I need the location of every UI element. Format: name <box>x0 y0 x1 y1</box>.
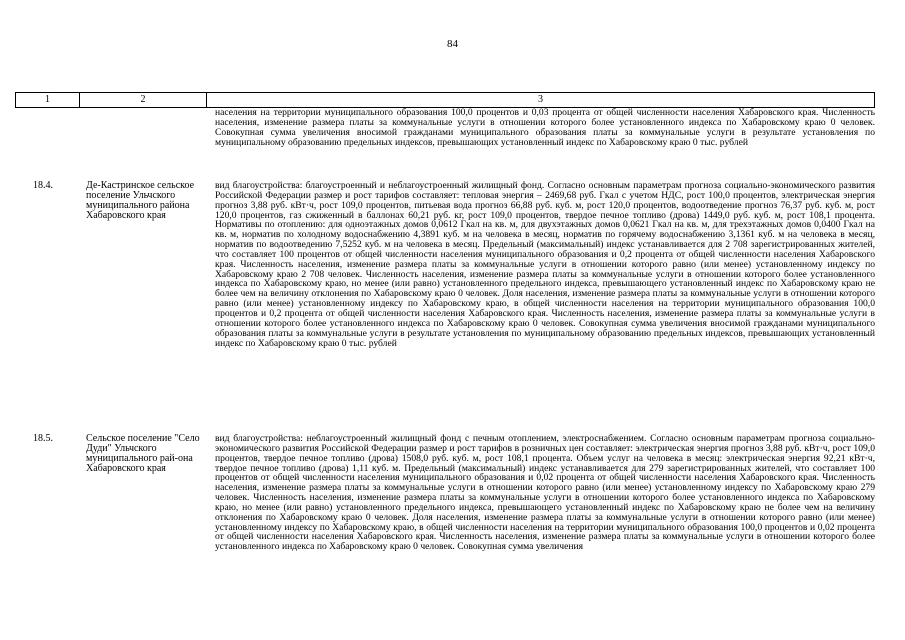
table-header <box>15 92 875 108</box>
page-number: 84 <box>447 38 458 50</box>
continuation-text: населения на территории муниципального образования 100,0 процентов и 0,03 процента от общей численности населения Хабаровского края. Численность населения, изменение размера платы за коммунальные услуги в отношении которого более установленного индекса по Хабаровскому краю 0 человек. Совокупная сумма увеличения вносимой гражданами муниципального образования платы за коммунальные услуги в результате установления по муниципальному образованию предельных индексов, превышающих установленный индекс по Хабаровскому краю 0 тыс. рублей <box>215 107 875 148</box>
settlement-name: Де-Кастринское сельское поселение Ульчского муниципального района Хабаровского края <box>86 180 195 221</box>
settlement-name: Сельское поселение "Село Дуди" Ульчского муниципального рай-она Хабаровского края <box>86 433 200 474</box>
row-description: вид благоустройства: благоустроенный и неблагоустроенный жилищный фонд. Согласно основным параметрам прогноза социально-экономического развития Российской Федерации размер и рост тарифов составляет: тепловая энергия – 2469,68 руб. Гкал с учетом НДС, рост 100,0 процентов, электрическая энергия прогноз 3,88 руб. кВт·ч, рост 109,0 процентов, питьевая вода прогноз 66,88 руб. куб. м, рост 120,0 процентов, водоотведение прогноз 76,37 руб. куб. м, рост 120,0 процентов, газ сжиженный в баллонах 60,21 руб. кг, рост 109,0 процентов, твердое печное топливо (дрова) 1449,0 руб. куб. м, рост 108,1 процента. Нормативы по отоплению: для одноэтажных домов 0,0612 Гкал на кв. м, для двухэтажных домов 0,0621 Гкал на кв. м, для трехэтажных домов 0,0400 Гкал на кв. м, норматив по холодному водоснабжению 4,3891 куб. м на человека в месяц, норматив по горячему водоснабжению 3,1361 куб. м на человека в месяц, норматив по водоотведению 7,5252 куб. м на человека в месяц. Предельный (максимальный) индекс устанавливается для 2 708 зарегистрированных жителей, что составляет 100 процентов от общей численности населения муниципального образования и 0,2 процента от общей численности населения Хабаровского края. Численность населения, изменение размера платы за коммунальные услуги в отношении которого равно (или менее) установленному индексу по Хабаровскому краю 2 708 человек. Численность населения, изменение размера платы за коммунальные услуги в отношении которого более установленного индекса по Хабаровскому краю, но менее (или равно) установленного предельного индекса, превышающего установленный индекс по Хабаровскому краю не более чем на величину отклонения по Хабаровскому краю 0 человек. Доля населения, изменение размера платы за коммунальные услуги в отношении которого равно (или менее) установленному индексу по Хабаровскому краю, в общей численности населения на территории муниципального образования 100,0 процентов и 0,2 процента от общей численности населения Хабаровского края. Численность населения, изменение размера платы за коммунальные услуги в отношении которого более установленного индекса по Хабаровскому краю 0 человек. Совокупная сумма увеличения вносимой гражданами муниципального образования платы за коммунальные услуги в результате установления по муниципальному образованию предельных индексов, превышающих установленный индекс по Хабаровскому краю 0 тыс. рублей <box>215 180 875 349</box>
header-col-3: 3 <box>206 93 875 107</box>
row-number: 18.5. <box>33 433 53 444</box>
header-col-1: 1 <box>15 93 79 107</box>
row-description: вид благоустройства: неблагоустроенный жилищный фонд с печным отоплением, электроснабжением. Согласно основным параметрам прогноза социально-экономического развития Российской Федерации размер и рост тарифов в розничных цен составляет: электрическая энергия прогноз 3,88 руб. кВт·ч, рост 109,0 процентов, твердое печное топливо (дрова) 1508,0 руб. куб. м, рост 108,1 процента. Объем услуг на человека в месяц: электрическая энергия 92,21 кВт·ч, твердое печное топливо (дрова) 1,11 куб. м. Предельный (максимальный) индекс устанавливается для 279 зарегистрированных жителей, что составляет 100 процентов от общей численности населения муниципального образования и 0,02 процента от общей численности населения Хабаровского края. Численность населения, изменение размера платы за коммунальные услуги в отношении которого равно (или менее) установленному индексу по Хабаровскому краю 279 человек. Численность населения, изменение размера платы за коммунальные услуги в отношении которого более установленного индекса по Хабаровскому краю, но менее (или равно) установленного предельного индекса, превышающего установленный индекс по Хабаровскому краю не более чем на величину отклонения по Хабаровскому краю 0 человек. Доля населения, изменение размера платы за коммунальные услуги в отношении которого равно (или менее) установленному индексу по Хабаровскому краю, в общей численности населения на территории муниципального образования 100,0 процентов и 0,02 процента от общей численности населения Хабаровского края. Численность населения, изменение размера платы за коммунальные услуги в отношении которого более установленного индекса по Хабаровскому краю 0 человек. Совокупная сумма увеличения <box>215 433 875 553</box>
row-number: 18.4. <box>33 180 53 191</box>
header-col-2: 2 <box>79 93 206 107</box>
